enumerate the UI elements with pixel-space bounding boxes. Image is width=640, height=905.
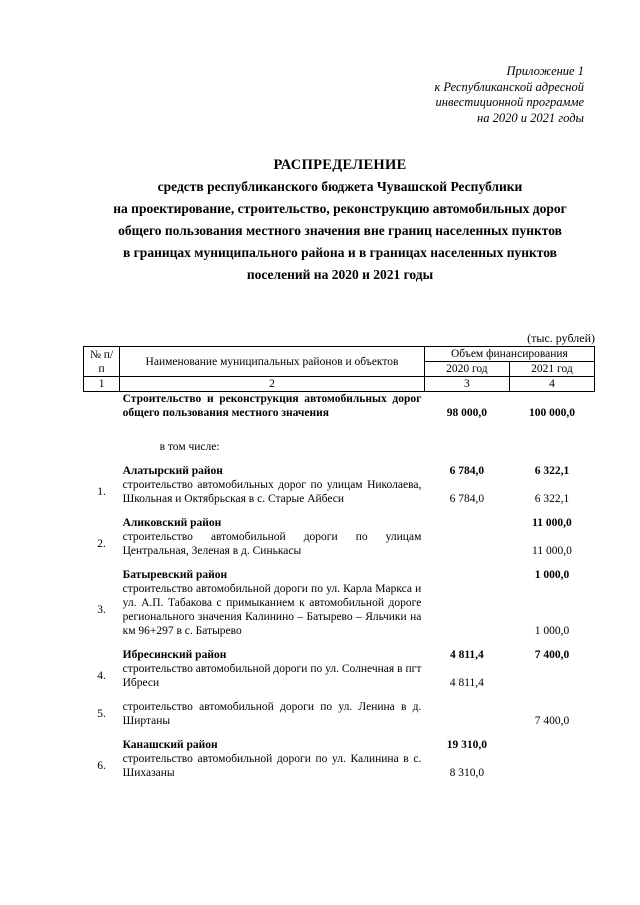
object-num: 5. <box>97 708 106 720</box>
object-2021 <box>509 752 594 780</box>
district-name: Аликовский район <box>122 517 222 529</box>
district-row <box>84 738 595 752</box>
column-index: 4 <box>509 377 594 392</box>
header-num: № п/п <box>84 347 120 377</box>
object-2020: 8 310,0 <box>449 767 485 779</box>
object-2020: 6 784,0 <box>449 493 485 505</box>
appendix-line: инвестиционной программе <box>435 95 584 109</box>
object-2021: 11 000,0 <box>532 545 572 557</box>
object-2020 <box>424 530 509 558</box>
district-2020: 6 784,0 <box>449 465 485 477</box>
object-row <box>84 752 595 780</box>
district-2020: 4 811,4 <box>449 649 484 661</box>
column-index: 3 <box>424 377 509 392</box>
object-2020 <box>424 700 509 728</box>
object-2021: 1 000,0 <box>534 625 570 637</box>
title-heading: РАСПРЕДЕЛЕНИЕ <box>273 157 407 173</box>
district-row <box>84 568 595 582</box>
object-row <box>84 662 595 690</box>
district-name: Батыревский район <box>122 569 228 581</box>
object-2021 <box>509 662 594 690</box>
total-2020: 98 000,0 <box>446 407 487 419</box>
district-2021: 11 000,0 <box>532 517 572 529</box>
district-row <box>84 648 595 662</box>
header-year-2021: 2021 год <box>509 362 594 377</box>
object-row <box>84 700 595 728</box>
object-num: 2. <box>97 538 106 550</box>
object-num: 4. <box>97 670 106 682</box>
district-name: Ибресинский район <box>122 649 227 661</box>
title-line: поселений на 2020 и 2021 годы <box>246 267 434 282</box>
district-name: Алатырский район <box>122 465 223 477</box>
object-num: 1. <box>97 486 106 498</box>
including-label: в том числе: <box>159 441 220 453</box>
header-name: Наименование муниципальных районов и объектов <box>120 347 425 377</box>
column-index: 1 <box>84 377 120 392</box>
title-line: на проектирование, строительство, реконструкцию автомобильных дорог <box>113 201 567 216</box>
appendix-note <box>380 64 584 126</box>
object-2021: 6 322,1 <box>534 493 570 505</box>
object-2020 <box>424 582 509 638</box>
object-text: строительство автомобильной дороги по ул. Карла Маркса и ул. А.П. Табакова с примыканием к автомобильной дороге регионального значения Калинино – Батырево – Яльчики на км 96+297 в с. Батырево <box>122 583 422 637</box>
object-2020: 4 811,4 <box>449 677 484 689</box>
district-2020 <box>424 568 509 582</box>
object-num: 6. <box>97 760 106 772</box>
district-row <box>84 464 595 478</box>
header-year-2020: 2020 год <box>424 362 509 377</box>
district-2021: 1 000,0 <box>534 569 570 581</box>
district-2021: 6 322,1 <box>534 465 570 477</box>
column-index: 2 <box>120 377 425 392</box>
appendix-line: Приложение 1 <box>506 64 584 78</box>
total-row <box>84 392 595 421</box>
object-text: строительство автомобильных дорог по улицам Николаева, Школьная и Октябрьская в с. Старые Айбеси <box>122 479 422 505</box>
district-2020 <box>424 516 509 530</box>
title-line: средств республиканского бюджета Чувашской Республики <box>157 179 523 194</box>
object-num: 3. <box>97 604 106 616</box>
object-text: строительство автомобильной дороги по улицам Центральная, Зеленая в д. Синькасы <box>122 531 422 557</box>
district-name: Канашский район <box>122 739 218 751</box>
district-2021: 7 400,0 <box>534 649 570 661</box>
district-2020: 19 310,0 <box>446 739 487 751</box>
object-text: строительство автомобильной дороги по ул. Ленина в д. Ширтаны <box>122 701 422 727</box>
title-line: общего пользования местного значения вне границ населенных пунктов <box>118 223 562 238</box>
document-title <box>40 154 640 286</box>
district-2021 <box>509 738 594 752</box>
object-text: строительство автомобильной дороги по ул. Солнечная в пгт Ибреси <box>122 663 422 689</box>
appendix-line: к Республиканской адресной <box>434 79 584 94</box>
object-row <box>84 582 595 638</box>
district-row <box>84 516 595 530</box>
title-line: в границах муниципального района и в границах населенных пунктов <box>123 245 557 260</box>
total-label: Строительство и реконструкция автомобильных дорог общего пользования местного значения <box>122 393 422 419</box>
appendix-line: на 2020 и 2021 годы <box>477 110 584 125</box>
object-2021: 7 400,0 <box>534 715 570 727</box>
total-2021: 100 000,0 <box>528 407 575 419</box>
object-row <box>84 478 595 506</box>
units-label: (тыс. рублей) <box>527 331 595 345</box>
header-volume: Объем финансирования <box>424 347 594 362</box>
financing-table <box>83 346 595 780</box>
object-row <box>84 530 595 558</box>
object-text: строительство автомобильной дороги по ул. Калинина в с. Шихазаны <box>122 753 422 779</box>
